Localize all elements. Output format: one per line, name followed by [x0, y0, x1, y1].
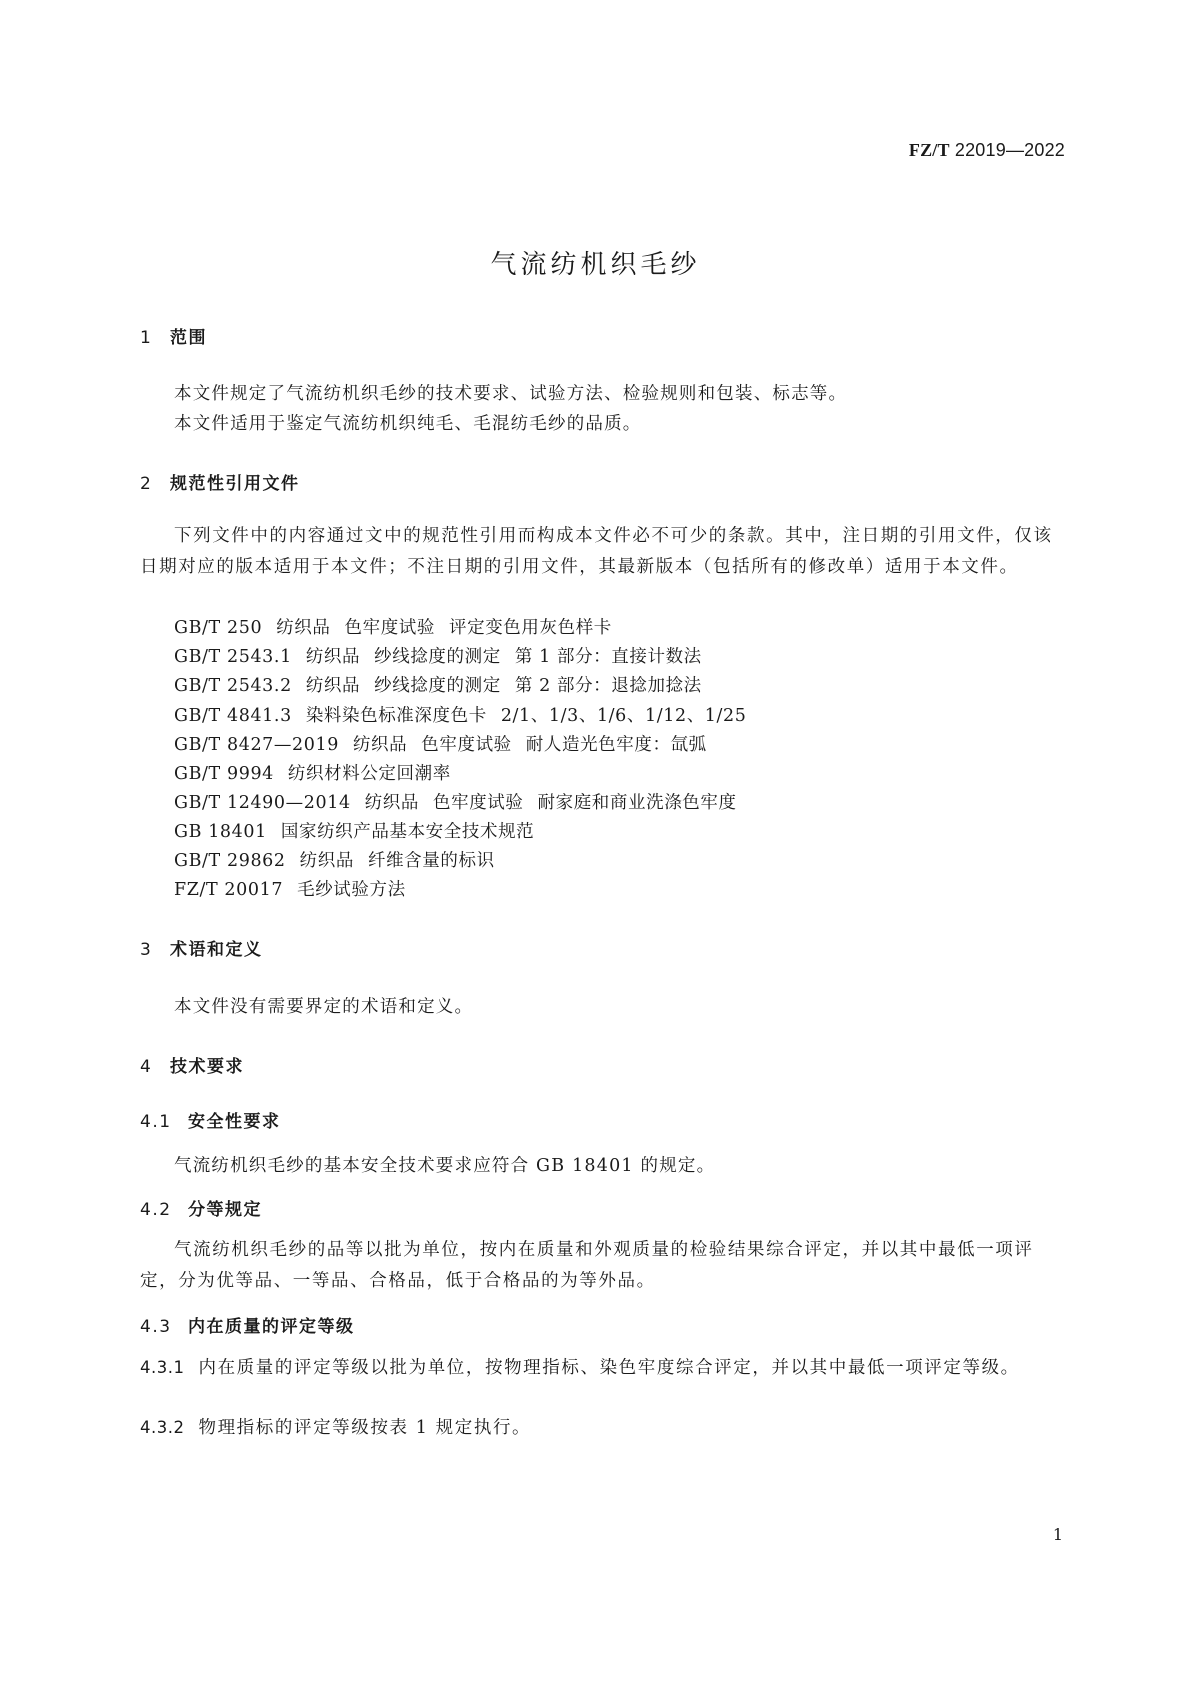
subsection-4-3-heading [140, 1312, 355, 1337]
subsection-title: 安全性要求 [188, 1112, 281, 1132]
subsection-number: 4.2 [140, 1200, 172, 1220]
reference-item [174, 847, 495, 872]
reference-item [174, 672, 702, 697]
reference-code: GB/T 2543.1 [174, 647, 292, 667]
section-1-heading [140, 323, 207, 348]
reference-item [174, 876, 406, 901]
reference-item [174, 731, 707, 756]
reference-part: 耐人造光色牢度：氙弧 [525, 735, 707, 755]
clause-4-3-2 [140, 1412, 1056, 1444]
section-4-heading [140, 1052, 244, 1077]
clause-number: 4.3.2 [140, 1418, 185, 1437]
subsection-4-2-heading [140, 1195, 262, 1220]
reference-code: GB/T 9994 [174, 764, 274, 784]
subsection-number: 4.3 [140, 1317, 172, 1337]
reference-part: 纺织品 [364, 793, 419, 813]
reference-code: GB/T 8427—2019 [174, 735, 339, 755]
reference-part: 色牢度试验 [421, 735, 512, 755]
reference-part: 纺织品 [352, 735, 408, 755]
reference-part: 纺织品 [299, 851, 354, 871]
reference-part: 耐家庭和商业洗涤色牢度 [537, 793, 737, 813]
subsection-title: 内在质量的评定等级 [188, 1317, 355, 1337]
section-2-heading [140, 469, 300, 494]
reference-code: GB/T 2543.2 [174, 676, 292, 696]
reference-part: 纱线捻度的测定 [374, 676, 501, 696]
reference-part: 纺织品 [305, 647, 361, 667]
reference-part: 色牢度试验 [344, 618, 435, 638]
standard-code [909, 140, 1065, 161]
reference-part: 纺织品 [305, 676, 361, 696]
reference-part: 色牢度试验 [433, 793, 524, 813]
reference-part: 毛纱试验方法 [297, 880, 406, 900]
section-title: 技术要求 [170, 1057, 244, 1077]
reference-code: GB/T 29862 [174, 851, 286, 871]
reference-part: 纺织材料公定回潮率 [287, 764, 451, 784]
subsection-4-1-heading [140, 1107, 281, 1132]
paragraph: 本文件没有需要界定的术语和定义。 [174, 997, 474, 1017]
section-title: 术语和定义 [170, 940, 263, 960]
section-3-heading [140, 935, 263, 960]
reference-part: 纱线捻度的测定 [374, 647, 501, 667]
reference-part: 评定变色用灰色样卡 [449, 618, 612, 638]
paragraph: 气流纺机织毛纱的品等以批为单位，按内在质量和外观质量的检验结果综合评定，并以其中最低一项评定，分为优等品、一等品、合格品，低于合格品的为等外品。 [140, 1240, 1034, 1291]
reference-code: GB/T 12490—2014 [174, 793, 351, 813]
section-number: 2 [140, 474, 153, 494]
paragraph: 本文件适用于鉴定气流纺机织纯毛、毛混纺毛纱的品质。 [174, 414, 642, 434]
reference-part: 2/1、1/3、1/6、1/12、1/25 [500, 706, 747, 726]
reference-item [174, 818, 534, 843]
clause-number: 4.3.1 [140, 1358, 185, 1377]
section-number: 4 [140, 1057, 153, 1077]
subsection-title: 分等规定 [188, 1200, 262, 1220]
paragraph: 气流纺机织毛纱的基本安全技术要求应符合 GB 18401 的规定。 [174, 1156, 716, 1176]
clause-text: 物理指标的评定等级按表 1 规定执行。 [198, 1418, 532, 1438]
reference-item [174, 702, 747, 727]
reference-code: GB/T 250 [174, 618, 263, 638]
reference-part: 第 1 部分：直接计数法 [514, 647, 702, 667]
paragraph: 下列文件中的内容通过文中的规范性引用而构成本文件必不可少的条款。其中，注日期的引用文件，仅该日期对应的版本适用于本文件；不注日期的引用文件，其最新版本（包括所有的修改单）适用于本文件。 [140, 526, 1053, 577]
standard-code-number: 22019—2022 [954, 140, 1065, 160]
reference-part: 国家纺织产品基本安全技术规范 [280, 822, 535, 842]
reference-code: GB/T 4841.3 [174, 706, 292, 726]
clause-4-3-1 [140, 1352, 1056, 1384]
clause-text: 内在质量的评定等级以批为单位，按物理指标、染色牢度综合评定，并以其中最低一项评定等级。 [198, 1358, 1020, 1378]
section-number: 3 [140, 940, 153, 960]
standard-code-prefix: FZ/T [908, 140, 950, 160]
reference-item [174, 643, 702, 668]
reference-item [174, 760, 451, 785]
subsection-number: 4.1 [140, 1112, 172, 1132]
paragraph: 本文件规定了气流纺机织毛纱的技术要求、试验方法、检验规则和包装、标志等。 [174, 384, 848, 404]
reference-part: 染料染色标准深度色卡 [305, 706, 487, 726]
section-title: 规范性引用文件 [170, 474, 300, 494]
reference-part: 纺织品 [276, 618, 331, 638]
reference-code: FZ/T 20017 [174, 880, 284, 900]
section-title: 范围 [170, 328, 207, 348]
document-title: 气流纺机织毛纱 [490, 250, 701, 280]
reference-item [174, 789, 737, 814]
reference-part: 纤维含量的标识 [367, 851, 495, 871]
reference-part: 第 2 部分：退捻加捻法 [514, 676, 702, 696]
page-number: 1 [1052, 1525, 1063, 1544]
section-number: 1 [140, 328, 153, 348]
reference-code: GB 18401 [174, 822, 267, 842]
reference-item [174, 614, 612, 639]
